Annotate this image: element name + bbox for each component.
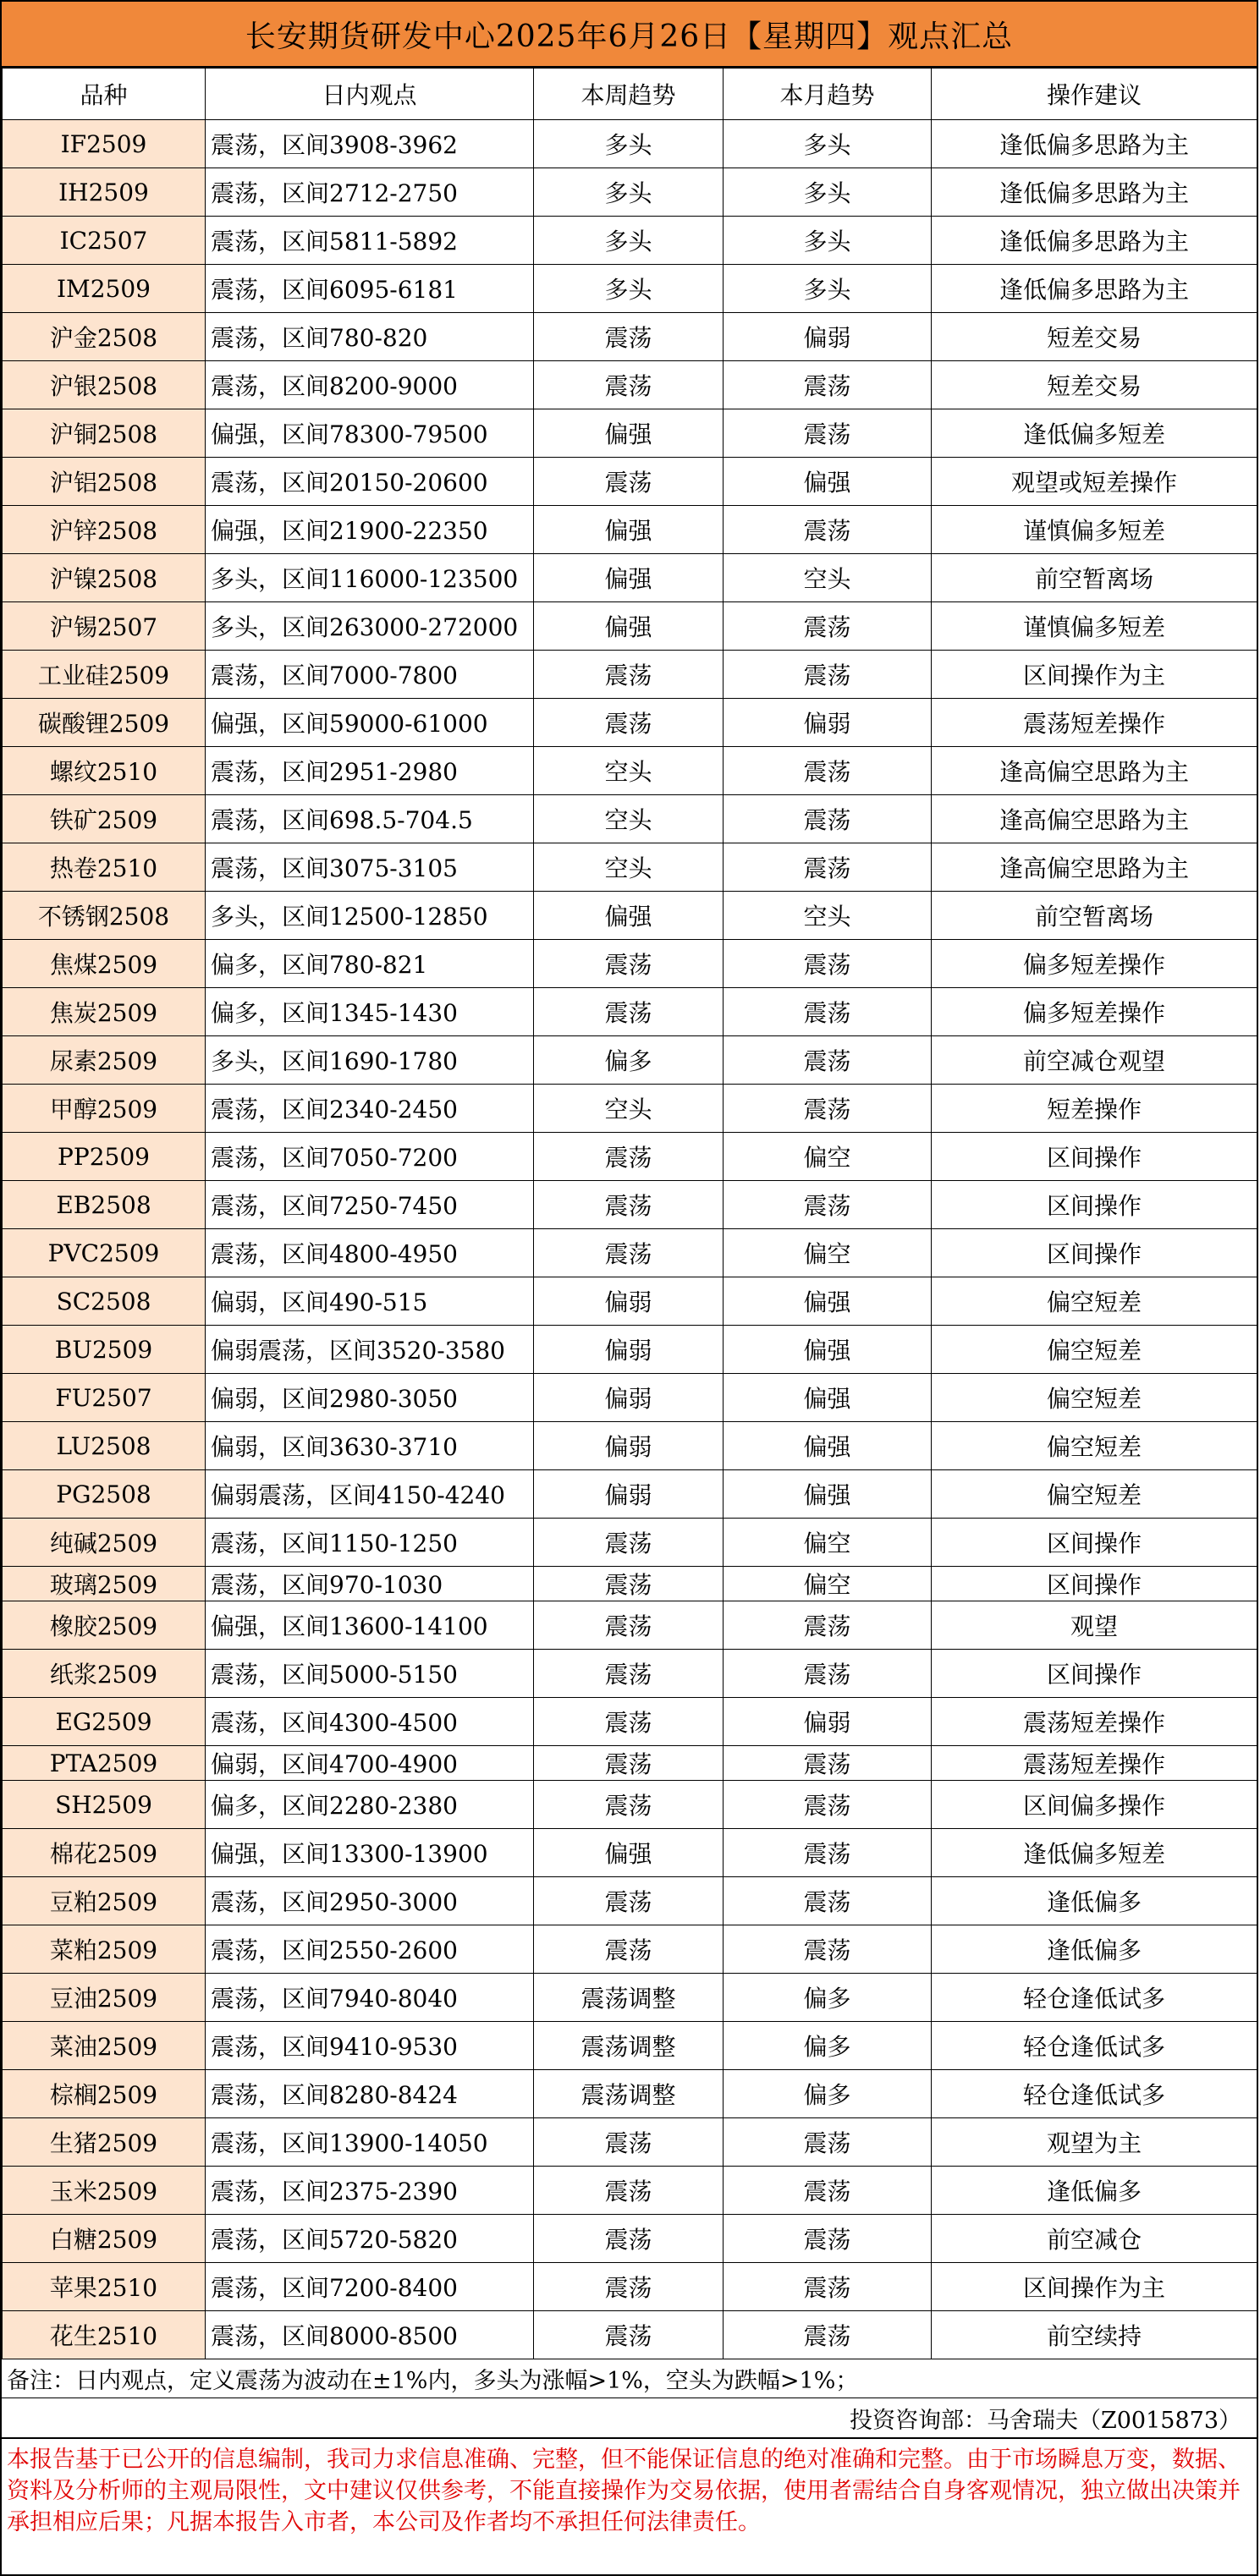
cell-intraday-view: 震荡，区间5000-5150 bbox=[206, 1650, 534, 1698]
cell-advice: 观望为主 bbox=[932, 2118, 1257, 2167]
cell-weekly-trend: 震荡 bbox=[534, 2263, 724, 2311]
cell-variety: IM2509 bbox=[3, 265, 206, 313]
cell-intraday-view: 震荡，区间6095-6181 bbox=[206, 265, 534, 313]
table-row bbox=[3, 1698, 1257, 1746]
cell-monthly-trend: 震荡 bbox=[724, 1601, 932, 1650]
cell-intraday-view: 震荡，区间2712-2750 bbox=[206, 168, 534, 217]
cell-advice: 偏空短差 bbox=[932, 1422, 1257, 1470]
cell-intraday-view: 震荡，区间8200-9000 bbox=[206, 361, 534, 409]
cell-advice: 前空续持 bbox=[932, 2311, 1257, 2359]
cell-weekly-trend: 震荡 bbox=[534, 1650, 724, 1698]
cell-monthly-trend: 震荡 bbox=[724, 1085, 932, 1133]
cell-intraday-view: 偏强，区间21900-22350 bbox=[206, 506, 534, 554]
cell-monthly-trend: 偏强 bbox=[724, 1374, 932, 1422]
cell-monthly-trend: 震荡 bbox=[724, 988, 932, 1036]
cell-intraday-view: 震荡，区间2951-2980 bbox=[206, 747, 534, 795]
cell-weekly-trend: 震荡调整 bbox=[534, 1974, 724, 2022]
cell-monthly-trend: 偏强 bbox=[724, 1470, 932, 1519]
table-row bbox=[3, 1829, 1257, 1877]
cell-variety: 豆粕2509 bbox=[3, 1877, 206, 1925]
contact-line: 投资咨询部：马舍瑞夫（Z0015873） bbox=[2, 2398, 1257, 2439]
table-row bbox=[3, 2022, 1257, 2070]
table-row bbox=[3, 1374, 1257, 1422]
cell-monthly-trend: 多头 bbox=[724, 217, 932, 265]
cell-weekly-trend: 震荡 bbox=[534, 2215, 724, 2263]
cell-intraday-view: 震荡，区间2550-2600 bbox=[206, 1925, 534, 1974]
cell-intraday-view: 震荡，区间9410-9530 bbox=[206, 2022, 534, 2070]
cell-weekly-trend: 偏多 bbox=[534, 1036, 724, 1085]
table-row bbox=[3, 168, 1257, 217]
cell-monthly-trend: 偏强 bbox=[724, 1326, 932, 1374]
cell-weekly-trend: 多头 bbox=[534, 217, 724, 265]
table-row bbox=[3, 1085, 1257, 1133]
cell-weekly-trend: 震荡 bbox=[534, 1698, 724, 1746]
cell-advice: 偏多短差操作 bbox=[932, 988, 1257, 1036]
cell-weekly-trend: 震荡 bbox=[534, 361, 724, 409]
cell-monthly-trend: 震荡 bbox=[724, 843, 932, 892]
cell-monthly-trend: 偏强 bbox=[724, 1422, 932, 1470]
cell-monthly-trend: 震荡 bbox=[724, 747, 932, 795]
cell-variety: 铁矿2509 bbox=[3, 795, 206, 843]
cell-advice: 震荡短差操作 bbox=[932, 699, 1257, 747]
cell-weekly-trend: 震荡 bbox=[534, 2167, 724, 2215]
cell-intraday-view: 震荡，区间20150-20600 bbox=[206, 458, 534, 506]
cell-variety: 玉米2509 bbox=[3, 2167, 206, 2215]
table-row bbox=[3, 1650, 1257, 1698]
cell-intraday-view: 偏弱震荡，区间4150-4240 bbox=[206, 1470, 534, 1519]
table-row bbox=[3, 409, 1257, 458]
cell-advice: 轻仓逢低试多 bbox=[932, 2022, 1257, 2070]
cell-weekly-trend: 震荡 bbox=[534, 1133, 724, 1181]
table-row bbox=[3, 1326, 1257, 1374]
cell-weekly-trend: 震荡 bbox=[534, 1567, 724, 1601]
table-row bbox=[3, 1181, 1257, 1229]
cell-intraday-view: 震荡，区间7000-7800 bbox=[206, 651, 534, 699]
footnote: 备注：日内观点，定义震荡为波动在±1%内，多头为涨幅>1%，空头为跌幅>1%； bbox=[2, 2359, 1257, 2398]
cell-advice: 谨慎偏多短差 bbox=[932, 602, 1257, 651]
table-row bbox=[3, 1567, 1257, 1601]
cell-intraday-view: 偏多，区间1345-1430 bbox=[206, 988, 534, 1036]
cell-weekly-trend: 震荡 bbox=[534, 1781, 724, 1829]
table-row bbox=[3, 988, 1257, 1036]
cell-variety: 菜油2509 bbox=[3, 2022, 206, 2070]
cell-intraday-view: 偏弱震荡，区间3520-3580 bbox=[206, 1326, 534, 1374]
cell-variety: 沪镍2508 bbox=[3, 554, 206, 602]
table-row bbox=[3, 1422, 1257, 1470]
cell-intraday-view: 震荡，区间7200-8400 bbox=[206, 2263, 534, 2311]
cell-variety: 豆油2509 bbox=[3, 1974, 206, 2022]
cell-intraday-view: 偏强，区间13600-14100 bbox=[206, 1601, 534, 1650]
disclaimer: 本报告基于已公开的信息编制，我司力求信息准确、完整，但不能保证信息的绝对准确和完整。由于市场瞬息万变，数据、资料及分析师的主观局限性，文中建议仅供参考，不能直接操作为交易依据，使用者需结合自身客观情况，独立做出决策并承担相应后果；凡据本报告入市者，本公司及作者均不承担任何法律责任。 bbox=[2, 2439, 1257, 2576]
cell-monthly-trend: 空头 bbox=[724, 554, 932, 602]
cell-intraday-view: 震荡，区间7940-8040 bbox=[206, 1974, 534, 2022]
cell-monthly-trend: 偏多 bbox=[724, 1974, 932, 2022]
cell-advice: 区间操作为主 bbox=[932, 2263, 1257, 2311]
cell-variety: 橡胶2509 bbox=[3, 1601, 206, 1650]
cell-weekly-trend: 偏弱 bbox=[534, 1374, 724, 1422]
cell-weekly-trend: 震荡 bbox=[534, 1601, 724, 1650]
table-row bbox=[3, 1925, 1257, 1974]
cell-intraday-view: 偏弱，区间490-515 bbox=[206, 1277, 534, 1326]
cell-intraday-view: 偏多，区间780-821 bbox=[206, 940, 534, 988]
cell-variety: 沪铝2508 bbox=[3, 458, 206, 506]
header-intraday-view: 日内观点 bbox=[206, 69, 534, 120]
cell-monthly-trend: 震荡 bbox=[724, 361, 932, 409]
cell-intraday-view: 偏强，区间13300-13900 bbox=[206, 1829, 534, 1877]
table-row bbox=[3, 651, 1257, 699]
cell-variety: 甲醇2509 bbox=[3, 1085, 206, 1133]
cell-variety: IF2509 bbox=[3, 120, 206, 168]
table-row bbox=[3, 747, 1257, 795]
cell-intraday-view: 震荡，区间698.5-704.5 bbox=[206, 795, 534, 843]
table-row bbox=[3, 2167, 1257, 2215]
cell-monthly-trend: 偏空 bbox=[724, 1567, 932, 1601]
cell-monthly-trend: 震荡 bbox=[724, 2167, 932, 2215]
cell-monthly-trend: 偏强 bbox=[724, 1277, 932, 1326]
cell-variety: PTA2509 bbox=[3, 1746, 206, 1781]
cell-advice: 区间操作为主 bbox=[932, 651, 1257, 699]
cell-intraday-view: 震荡，区间4300-4500 bbox=[206, 1698, 534, 1746]
table-row bbox=[3, 2263, 1257, 2311]
cell-advice: 区间偏多操作 bbox=[932, 1781, 1257, 1829]
cell-intraday-view: 偏弱，区间2980-3050 bbox=[206, 1374, 534, 1422]
cell-variety: 玻璃2509 bbox=[3, 1567, 206, 1601]
cell-monthly-trend: 震荡 bbox=[724, 2311, 932, 2359]
table-row bbox=[3, 1877, 1257, 1925]
cell-intraday-view: 震荡，区间2950-3000 bbox=[206, 1877, 534, 1925]
cell-monthly-trend: 震荡 bbox=[724, 795, 932, 843]
cell-variety: 焦煤2509 bbox=[3, 940, 206, 988]
table-row bbox=[3, 1974, 1257, 2022]
table-row bbox=[3, 1781, 1257, 1829]
cell-intraday-view: 震荡，区间970-1030 bbox=[206, 1567, 534, 1601]
cell-variety: 工业硅2509 bbox=[3, 651, 206, 699]
cell-weekly-trend: 震荡 bbox=[534, 699, 724, 747]
table-row bbox=[3, 843, 1257, 892]
cell-weekly-trend: 震荡调整 bbox=[534, 2070, 724, 2118]
cell-weekly-trend: 震荡 bbox=[534, 651, 724, 699]
cell-monthly-trend: 多头 bbox=[724, 168, 932, 217]
cell-weekly-trend: 空头 bbox=[534, 795, 724, 843]
cell-weekly-trend: 震荡调整 bbox=[534, 2022, 724, 2070]
cell-monthly-trend: 偏多 bbox=[724, 2070, 932, 2118]
cell-intraday-view: 震荡，区间13900-14050 bbox=[206, 2118, 534, 2167]
cell-intraday-view: 震荡，区间5720-5820 bbox=[206, 2215, 534, 2263]
cell-advice: 谨慎偏多短差 bbox=[932, 506, 1257, 554]
header-weekly-trend: 本周趋势 bbox=[534, 69, 724, 120]
cell-advice: 偏空短差 bbox=[932, 1374, 1257, 1422]
cell-variety: 尿素2509 bbox=[3, 1036, 206, 1085]
cell-weekly-trend: 多头 bbox=[534, 168, 724, 217]
table-row bbox=[3, 1277, 1257, 1326]
cell-weekly-trend: 空头 bbox=[534, 747, 724, 795]
cell-weekly-trend: 震荡 bbox=[534, 1925, 724, 1974]
cell-advice: 逢低偏多 bbox=[932, 1925, 1257, 1974]
cell-monthly-trend: 偏弱 bbox=[724, 1698, 932, 1746]
cell-weekly-trend: 偏弱 bbox=[534, 1326, 724, 1374]
cell-monthly-trend: 震荡 bbox=[724, 1650, 932, 1698]
cell-weekly-trend: 多头 bbox=[534, 120, 724, 168]
cell-monthly-trend: 震荡 bbox=[724, 651, 932, 699]
cell-variety: 焦炭2509 bbox=[3, 988, 206, 1036]
cell-weekly-trend: 多头 bbox=[534, 265, 724, 313]
cell-advice: 偏多短差操作 bbox=[932, 940, 1257, 988]
cell-monthly-trend: 震荡 bbox=[724, 1925, 932, 1974]
cell-weekly-trend: 震荡 bbox=[534, 458, 724, 506]
table-row bbox=[3, 1133, 1257, 1181]
cell-monthly-trend: 偏弱 bbox=[724, 313, 932, 361]
table-row bbox=[3, 892, 1257, 940]
cell-weekly-trend: 震荡 bbox=[534, 1229, 724, 1277]
cell-intraday-view: 震荡，区间4800-4950 bbox=[206, 1229, 534, 1277]
cell-intraday-view: 震荡，区间3075-3105 bbox=[206, 843, 534, 892]
cell-intraday-view: 多头，区间1690-1780 bbox=[206, 1036, 534, 1085]
cell-variety: 沪银2508 bbox=[3, 361, 206, 409]
cell-weekly-trend: 震荡 bbox=[534, 1181, 724, 1229]
cell-weekly-trend: 偏弱 bbox=[534, 1422, 724, 1470]
cell-advice: 偏空短差 bbox=[932, 1470, 1257, 1519]
cell-variety: 白糖2509 bbox=[3, 2215, 206, 2263]
cell-weekly-trend: 震荡 bbox=[534, 2311, 724, 2359]
cell-weekly-trend: 偏弱 bbox=[534, 1277, 724, 1326]
header-advice: 操作建议 bbox=[932, 69, 1257, 120]
table-row bbox=[3, 1601, 1257, 1650]
cell-advice: 观望 bbox=[932, 1601, 1257, 1650]
cell-advice: 轻仓逢低试多 bbox=[932, 1974, 1257, 2022]
cell-variety: 棉花2509 bbox=[3, 1829, 206, 1877]
cell-intraday-view: 震荡，区间1150-1250 bbox=[206, 1519, 534, 1567]
cell-advice: 区间操作 bbox=[932, 1519, 1257, 1567]
table-row bbox=[3, 1519, 1257, 1567]
cell-variety: LU2508 bbox=[3, 1422, 206, 1470]
table-row bbox=[3, 1470, 1257, 1519]
cell-intraday-view: 震荡，区间8000-8500 bbox=[206, 2311, 534, 2359]
cell-advice: 逢低偏多思路为主 bbox=[932, 217, 1257, 265]
cell-variety: 螺纹2510 bbox=[3, 747, 206, 795]
cell-advice: 短差操作 bbox=[932, 1085, 1257, 1133]
cell-variety: FU2507 bbox=[3, 1374, 206, 1422]
cell-monthly-trend: 震荡 bbox=[724, 2263, 932, 2311]
cell-advice: 前空减仓 bbox=[932, 2215, 1257, 2263]
table-row bbox=[3, 1036, 1257, 1085]
cell-advice: 区间操作 bbox=[932, 1650, 1257, 1698]
cell-intraday-view: 偏强，区间78300-79500 bbox=[206, 409, 534, 458]
cell-monthly-trend: 震荡 bbox=[724, 1829, 932, 1877]
cell-intraday-view: 多头，区间116000-123500 bbox=[206, 554, 534, 602]
cell-variety: PG2508 bbox=[3, 1470, 206, 1519]
cell-monthly-trend: 偏空 bbox=[724, 1133, 932, 1181]
cell-intraday-view: 震荡，区间7250-7450 bbox=[206, 1181, 534, 1229]
table-row bbox=[3, 2118, 1257, 2167]
cell-advice: 区间操作 bbox=[932, 1229, 1257, 1277]
cell-monthly-trend: 震荡 bbox=[724, 409, 932, 458]
cell-variety: 沪锡2507 bbox=[3, 602, 206, 651]
cell-weekly-trend: 偏强 bbox=[534, 409, 724, 458]
cell-advice: 偏空短差 bbox=[932, 1277, 1257, 1326]
cell-monthly-trend: 偏弱 bbox=[724, 699, 932, 747]
table-row bbox=[3, 217, 1257, 265]
cell-variety: EG2509 bbox=[3, 1698, 206, 1746]
cell-advice: 区间操作 bbox=[932, 1567, 1257, 1601]
cell-monthly-trend: 偏空 bbox=[724, 1229, 932, 1277]
cell-weekly-trend: 震荡 bbox=[534, 1746, 724, 1781]
cell-weekly-trend: 震荡 bbox=[534, 313, 724, 361]
table-row bbox=[3, 1229, 1257, 1277]
table-row bbox=[3, 361, 1257, 409]
table-row bbox=[3, 265, 1257, 313]
cell-advice: 区间操作 bbox=[932, 1133, 1257, 1181]
table-row bbox=[3, 120, 1257, 168]
cell-weekly-trend: 偏弱 bbox=[534, 1470, 724, 1519]
cell-monthly-trend: 震荡 bbox=[724, 1036, 932, 1085]
cell-intraday-view: 震荡，区间2340-2450 bbox=[206, 1085, 534, 1133]
cell-advice: 前空暂离场 bbox=[932, 892, 1257, 940]
cell-monthly-trend: 震荡 bbox=[724, 1746, 932, 1781]
cell-variety: 沪锌2508 bbox=[3, 506, 206, 554]
cell-advice: 震荡短差操作 bbox=[932, 1698, 1257, 1746]
table-row bbox=[3, 313, 1257, 361]
cell-weekly-trend: 震荡 bbox=[534, 988, 724, 1036]
cell-monthly-trend: 震荡 bbox=[724, 940, 932, 988]
cell-intraday-view: 偏多，区间2280-2380 bbox=[206, 1781, 534, 1829]
cell-intraday-view: 震荡，区间2375-2390 bbox=[206, 2167, 534, 2215]
cell-advice: 逢低偏多短差 bbox=[932, 409, 1257, 458]
cell-advice: 短差交易 bbox=[932, 313, 1257, 361]
cell-monthly-trend: 多头 bbox=[724, 265, 932, 313]
cell-weekly-trend: 震荡 bbox=[534, 2118, 724, 2167]
table-row bbox=[3, 458, 1257, 506]
table-row bbox=[3, 940, 1257, 988]
cell-variety: BU2509 bbox=[3, 1326, 206, 1374]
cell-variety: PP2509 bbox=[3, 1133, 206, 1181]
cell-variety: SH2509 bbox=[3, 1781, 206, 1829]
cell-advice: 逢高偏空思路为主 bbox=[932, 843, 1257, 892]
cell-monthly-trend: 震荡 bbox=[724, 2215, 932, 2263]
table-row bbox=[3, 699, 1257, 747]
cell-variety: EB2508 bbox=[3, 1181, 206, 1229]
table-row bbox=[3, 602, 1257, 651]
cell-variety: IH2509 bbox=[3, 168, 206, 217]
cell-variety: IC2507 bbox=[3, 217, 206, 265]
cell-monthly-trend: 空头 bbox=[724, 892, 932, 940]
cell-weekly-trend: 震荡 bbox=[534, 1877, 724, 1925]
cell-advice: 前空减仓观望 bbox=[932, 1036, 1257, 1085]
cell-variety: 沪金2508 bbox=[3, 313, 206, 361]
cell-advice: 逢高偏空思路为主 bbox=[932, 795, 1257, 843]
cell-advice: 逢高偏空思路为主 bbox=[932, 747, 1257, 795]
cell-variety: 花生2510 bbox=[3, 2311, 206, 2359]
cell-weekly-trend: 偏强 bbox=[534, 892, 724, 940]
cell-weekly-trend: 偏强 bbox=[534, 1829, 724, 1877]
cell-monthly-trend: 震荡 bbox=[724, 506, 932, 554]
cell-variety: PVC2509 bbox=[3, 1229, 206, 1277]
cell-monthly-trend: 震荡 bbox=[724, 1877, 932, 1925]
cell-advice: 逢低偏多思路为主 bbox=[932, 265, 1257, 313]
cell-advice: 前空暂离场 bbox=[932, 554, 1257, 602]
views-table bbox=[2, 68, 1257, 2359]
cell-weekly-trend: 偏强 bbox=[534, 554, 724, 602]
cell-advice: 逢低偏多 bbox=[932, 1877, 1257, 1925]
cell-intraday-view: 多头，区间12500-12850 bbox=[206, 892, 534, 940]
cell-monthly-trend: 多头 bbox=[724, 120, 932, 168]
cell-variety: 碳酸锂2509 bbox=[3, 699, 206, 747]
cell-weekly-trend: 震荡 bbox=[534, 1519, 724, 1567]
cell-intraday-view: 多头，区间263000-272000 bbox=[206, 602, 534, 651]
cell-advice: 震荡短差操作 bbox=[932, 1746, 1257, 1781]
cell-weekly-trend: 偏强 bbox=[534, 602, 724, 651]
cell-monthly-trend: 震荡 bbox=[724, 1781, 932, 1829]
cell-advice: 偏空短差 bbox=[932, 1326, 1257, 1374]
cell-weekly-trend: 空头 bbox=[534, 843, 724, 892]
cell-variety: 棕榈2509 bbox=[3, 2070, 206, 2118]
cell-variety: 纯碱2509 bbox=[3, 1519, 206, 1567]
header-monthly-trend: 本月趋势 bbox=[724, 69, 932, 120]
cell-monthly-trend: 偏强 bbox=[724, 458, 932, 506]
cell-intraday-view: 震荡，区间8280-8424 bbox=[206, 2070, 534, 2118]
cell-intraday-view: 偏弱，区间4700-4900 bbox=[206, 1746, 534, 1781]
cell-monthly-trend: 偏空 bbox=[724, 1519, 932, 1567]
cell-variety: SC2508 bbox=[3, 1277, 206, 1326]
cell-weekly-trend: 震荡 bbox=[534, 940, 724, 988]
table-row bbox=[3, 795, 1257, 843]
cell-monthly-trend: 震荡 bbox=[724, 1181, 932, 1229]
cell-advice: 逢低偏多思路为主 bbox=[932, 120, 1257, 168]
cell-intraday-view: 震荡，区间780-820 bbox=[206, 313, 534, 361]
header-variety: 品种 bbox=[3, 69, 206, 120]
cell-weekly-trend: 偏强 bbox=[534, 506, 724, 554]
cell-advice: 逢低偏多短差 bbox=[932, 1829, 1257, 1877]
cell-variety: 沪铜2508 bbox=[3, 409, 206, 458]
cell-variety: 纸浆2509 bbox=[3, 1650, 206, 1698]
table-row bbox=[3, 554, 1257, 602]
table-row bbox=[3, 2070, 1257, 2118]
cell-variety: 苹果2510 bbox=[3, 2263, 206, 2311]
page-title: 长安期货研发中心2025年6月26日【星期四】观点汇总 bbox=[2, 0, 1257, 68]
table-row bbox=[3, 1746, 1257, 1781]
cell-monthly-trend: 震荡 bbox=[724, 602, 932, 651]
cell-variety: 不锈钢2508 bbox=[3, 892, 206, 940]
cell-intraday-view: 震荡，区间5811-5892 bbox=[206, 217, 534, 265]
cell-advice: 短差交易 bbox=[932, 361, 1257, 409]
cell-intraday-view: 震荡，区间7050-7200 bbox=[206, 1133, 534, 1181]
cell-advice: 轻仓逢低试多 bbox=[932, 2070, 1257, 2118]
cell-monthly-trend: 震荡 bbox=[724, 2118, 932, 2167]
cell-intraday-view: 偏弱，区间3630-3710 bbox=[206, 1422, 534, 1470]
cell-intraday-view: 偏强，区间59000-61000 bbox=[206, 699, 534, 747]
table-row bbox=[3, 2215, 1257, 2263]
cell-monthly-trend: 偏多 bbox=[724, 2022, 932, 2070]
table-row bbox=[3, 2311, 1257, 2359]
cell-variety: 热卷2510 bbox=[3, 843, 206, 892]
table-row bbox=[3, 506, 1257, 554]
cell-advice: 逢低偏多 bbox=[932, 2167, 1257, 2215]
cell-intraday-view: 震荡，区间3908-3962 bbox=[206, 120, 534, 168]
cell-variety: 菜粕2509 bbox=[3, 1925, 206, 1974]
cell-advice: 观望或短差操作 bbox=[932, 458, 1257, 506]
cell-advice: 逢低偏多思路为主 bbox=[932, 168, 1257, 217]
cell-weekly-trend: 空头 bbox=[534, 1085, 724, 1133]
cell-variety: 生猪2509 bbox=[3, 2118, 206, 2167]
table-header-row bbox=[3, 69, 1257, 120]
cell-advice: 区间操作 bbox=[932, 1181, 1257, 1229]
